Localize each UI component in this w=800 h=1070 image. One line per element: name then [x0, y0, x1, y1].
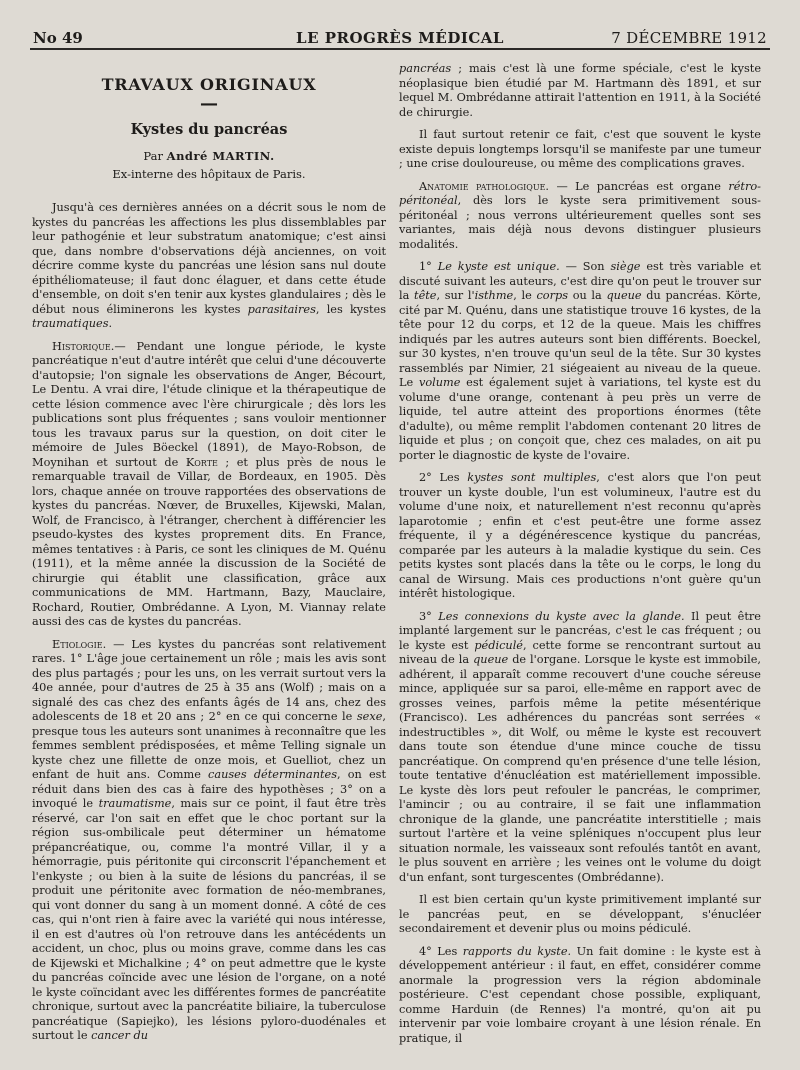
article-title: Kystes du pancréas [130, 120, 288, 138]
article-heading [32, 75, 386, 181]
anatomie-paragraph: Anatomie pathologique. — Le pancréas est organe rétro-péritonéal, dès lors le kyste sera primitivement sous-péritonéal ; nous verrons ultérieurement quelles sont ses variantes, mais déjà nous devons distinguer plusieurs modalités. [399, 179, 761, 251]
author-affiliation: Ex-interne des hôpitaux de Paris. [112, 166, 306, 181]
etiologie-paragraph: Etiologie. — Les kystes du pancréas sont relativement rares. 1° L'âge joue certainement un rôle ; mais les avis sont des plus partagés ; pour les uns, on les verrait surtout vers la 40e année, pour d'autres de 25 à 35 ans (Wolf) ; mais on a signalé des cas chez des enfants âgés de 14 ans, chez des adolescents de 18 et 20 ans ; 2° en ce qui concerne le sexe, presque tous les auteurs sont unanimes à reconnaître que les femmes semblent prédisposées, et même Telling signale un kyste chez une fillette de onze mois, et Guelliot, chez un enfant de huit ans. Comme causes déterminantes, on est réduit dans bien des cas à faire des hypothèses ; 3° on a invoqué le traumatisme, mais sur ce point, il faut être très réservé, car l'on sait en effet que le choc portant sur la région sus-ombilicale peut déterminer un hématome prépancréatique, ou, comme l'a montré Villar, il y a hémorragie, puis péritonite qui circonscrit l'épanchement et l'enkyste ; ou bien à la suite de lésions du pancréas, il se produit une péritonite avec formation de néo-membranes, qui vont donner du sang à un moment donné. A côté de ces cas, qui n'ont rien à faire avec la variété qui nous intéresse, il en est d'autres où l'on retrouve dans les antécédents un accident, un choc, plus ou moins grave, comme dans les cas de Kijewski et Michalkine ; 4° on peut admettre que le kyste du pancréas coïncide avec une lésion de l'organe, on a noté le kyste coïncidant avec les différentes formes de pancréatite chronique, surtout avec la pancréatite biliaire, la tuberculose pancréatique (Sapiejko), les lésions pyloro-duodénales et surtout le cancer du [32, 637, 387, 1042]
section-title: TRAVAUX ORIGINAUX [101, 75, 317, 94]
connexions-paragraph: 3° Les connexions du kyste avec la glande. Il peut être implanté largement sur le pancréas, c'est le cas fréquent ; ou le kyste est pédiculé, cette forme se rencontrant surtout au niveau de la queue de l'organe. Lorsque le kyste est immobile, adhérent, il apparaît comme recouvert d'une couche séreuse mince, appliquée sur sa paroi, elle-même en rapport avec de grosses veines, parfois même la petite mésentérique (Francisco). Les adhérences du pancréas sont serrées « indestructibles », dit Wolf, ou même le kyste est recouvert dans toute son étendue d'une mince couche de tissu pancréatique. On comprend qu'en présence d'une telle lésion, toute tentative d'énucléation est matériellement impossible. Le kyste dès lors peut refouler le pancréas, le comprimer, l'amincir ; ou au contraire, il se fait une inflammation chronique de la glande, une pancréatite interstitielle ; mais surtout l'artère et la veine spléniques n'occupent plus leur situation normale, les vaisseaux sont refoulés tantôt en avant, le plus souvent en arrière ; les veines ont le volume du doigt d'un enfant, sont turgescentes (Ombrédanne). [399, 609, 762, 884]
paragraph: Il faut surtout retenir ce fait, c'est que souvent le kyste existe depuis longtemps lorsqu'il se manifeste par une tumeur ; une crise douloureuse, ou même des complications graves. [399, 128, 761, 170]
kystes-multiples-paragraph: 2° Les kystes sont multiples, c'est alors que l'on peut trouver un kyste double, l'un est volumineux, l'autre est du volume d'une noix, et naturellement n'est reconnu qu'après laparotomie ; enfin et c'est peut-être une forme assez fréquente, il y a dégénérescence kystique du pancréas, comparée par les auteurs à la maladie kystique du sein. Ces petits kystes sont placés dans la tête ou le corps, le long du canal de Wirsung. Mais ces productions n'ont guère qu'un intérêt histologique. [399, 471, 762, 600]
historique-paragraph: Historique.— Pendant une longue période, le kyste pancréatique n'eut d'autre intérêt que celui d'une découverte d'autopsie; l'on signale les observations de Anger, Bécourt, Le Dentu. A vrai dire, l'étude clinique et la thérapeutique de cette lésion commence avec l'ère chirurgicale ; dès lors les publications sont plus fréquentes ; sans vouloir mentionner tous les travaux parus sur la question, on doit citer le mémoire de Jules Böeckel (1891), de Mayo-Robson, de Moynihan et surtout de Korte ; et plus près de nous le remarquable travail de Villar, de Bordeaux, en 1905. Dès lors, chaque année on trouve rapportées des observations de kystes du pancréas. Nœver, de Bruxelles, Kijewski, Malan, Wolf, de Francisco, à l'étranger, cherchent à différencier les pseudo-kystes des kystes proprement dits. En France, mêmes tentatives : à Paris, ce sont les cliniques de M. Quénu (1911), et la même année la discussion de la Société de chirurgie qui établit une classification, grâce aux communications de MM. Hartmann, Bazy, Mauclaire, Rochard, Routier, Ombrédanne. A Lyon, M. Viannay relate aussi des cas de kystes du pancréas. [32, 339, 386, 628]
title-separator: — [200, 92, 218, 114]
journal-title: LE PROGRÈS MÉDICAL [296, 29, 504, 47]
running-header [33, 27, 767, 47]
paragraph: Il est bien certain qu'un kyste primitivement implanté sur le pancréas peut, en se développant, s'énucléer secondairement et devenir plus ou moins pédiculé. [399, 893, 761, 935]
header-rule [30, 48, 770, 50]
intro-paragraph: Jusqu'à ces dernières années on a décrit sous le nom de kystes du pancréas les affections les plus dissemblables par leur pathogénie et leur substratum anatomique; c'est ainsi que, dans nombre d'observations déjà anciennes, on voit décrire comme kyste du pancréas une lésion sans nul doute épithéliomateuse; il faut donc élaguer, et dans cette étude d'ensemble, on doit s'en tenir aux kystes glandulaires ; dès le début nous éliminerons les kystes parasitaires, les kystes traumatiques. [32, 201, 387, 330]
section-heading: Anatomie pathologique. [419, 179, 550, 193]
issue-date: 7 DÉCEMBRE 1912 [611, 29, 767, 47]
continued-paragraph: pancréas ; mais c'est là une forme spéciale, c'est le kyste néoplasique bien étudié par M. Hartmann dès 1891, et sur lequel M. Ombrédanne attirait l'attention en 1911, à la Société de chirurgie. [399, 62, 762, 119]
left-column [32, 60, 386, 1052]
issue-number: No 49 [33, 29, 83, 47]
right-column [399, 62, 761, 1054]
rapports-paragraph: 4° Les rapports du kyste. Un fait domine : le kyste est à développement antérieur : il faut, en effet, considérer comme anormale la progression vers la région abdominale postérieure. C'est cependant chose possible, expliquant, comme Harduin (de Rennes) l'a montré, qu'on ait pu intervenir par voie lombaire croyant à une lésion rénale. En pratique, il [399, 944, 762, 1045]
article-author: Par André MARTIN. [143, 149, 275, 163]
section-heading: Historique. [52, 339, 115, 353]
section-heading: Etiologie. [52, 637, 107, 651]
kyste-unique-paragraph: 1° Le kyste est unique. — Son siège est très variable et discuté suivant les auteurs, c'est dire qu'on peut le trouver sur la tête, sur l'isthme, le corps ou la queue du pancréas. Körte, cité par M. Quénu, dans une statistique trouve 16 kystes, de la tête pour 12 du corps, et 12 de la queue. Mais les chiffres indiqués par les autres auteurs sont bien différents. Boeckel, sur 30 kystes, n'en trouve qu'un seul de la tête. Sur 30 kystes rassemblés par Nimier, 21 siégeaient au niveau de la queue. Le volume est également sujet à variations, tel kyste est du volume d'une orange, contenant à peu près un verre de liquide, tel autre atteint des proportions énormes (tête d'adulte), ou même remplit l'abdomen contenant 20 litres de liquide et plus ; on conçoit que, chez ces malades, on ait pu porter le diagnostic de kyste de l'ovaire. [399, 260, 762, 462]
